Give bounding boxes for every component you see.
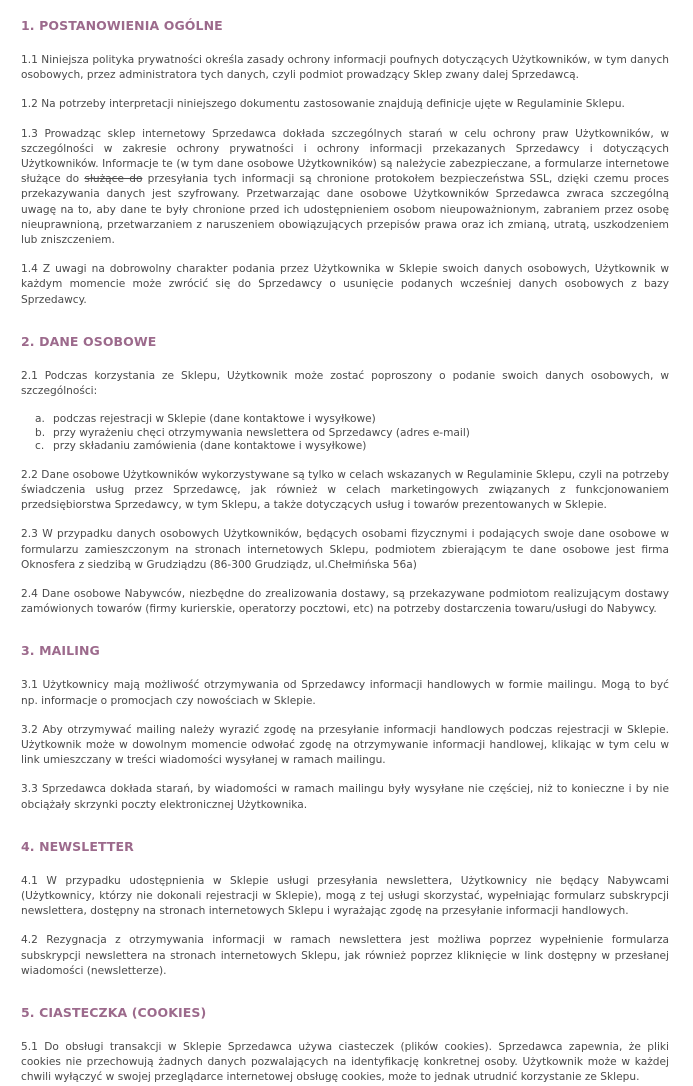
section-heading: 2. DANE OSOBOWE	[21, 333, 157, 349]
paragraph-2-1: 2.1 Podczas korzystania ze Sklepu, Użytkownik może zostać poproszony o podanie swoich danych osobowych, w szczególności:	[21, 369, 669, 398]
paragraph-1-2: 1.2 Na potrzeby interpretacji niniejszego dokumentu zastosowanie znajdują definicje ujęte w Regulaminie Sklepu.	[21, 98, 625, 111]
paragraph-4-1: 4.1 W przypadku udostępnienia w Sklepie usługi przesyłania newslettera, Użytkownicy nie będący Nabywcami (Użytkownicy, którzy nie dokonali rejestracji w Sklepie), mogą z tej usługi skorzystać, wypełniając formularz subskrypcji newslettera, dostępny na stronach internetowych Sklepu i wyrażając zgodę na przesyłanie informacji handlowych.	[21, 874, 669, 918]
section-heading: 3. MAILING	[21, 643, 100, 659]
list-item-text: podczas rejestracji w Sklepie (dane kontaktowe i wysyłkowe)	[53, 413, 376, 426]
data-collection-list	[35, 413, 669, 454]
section-heading: 5. CIASTECZKA (COOKIES)	[21, 1005, 207, 1021]
section-heading: 4. NEWSLETTER	[21, 838, 134, 854]
paragraph-2-2: 2.2 Dane osobowe Użytkowników wykorzystywane są tylko w celach wskazanych w Regulaminie Sklepu, czyli na potrzeby świadczenia usług przez Sprzedawcę, jak również w celach marketingowych związanych z funkcjonowaniem przedsiębiorstwa Sprzedawcy, w tym Sklepu, a także dotyczących usług i towarów prezentowanych w Sklepie.	[21, 468, 669, 512]
paragraph-2-3: 2.3 W przypadku danych osobowych Użytkowników, będących osobami fizycznymi i podających swoje dane osobowe w formularzu zamieszczonym na stronach internetowych Sklepu, podmiotem zbierającym te dane osobowe jest firma Oknosfera z siedzibą w Grudziądzu (86-300 Grudziądz, ul.Chełmińska 56a)	[21, 528, 669, 571]
section-heading: 1. POSTANOWIENIA OGÓLNE	[21, 18, 223, 33]
list-item	[35, 440, 669, 454]
paragraph-1-3	[21, 127, 669, 249]
paragraph-1-4: 1.4 Z uwagi na dobrowolny charakter podania przez Użytkownika w Sklepie swoich danych osobowych, Użytkownik w każdym momencie może zwrócić się do Sprzedawcy o usunięcie podanych wcześniej danych osobowych z bazy Sprzedawcy.	[21, 263, 669, 306]
list-item-text: przy składaniu zamówienia (dane kontaktowe i wysyłkowe)	[53, 440, 367, 453]
paragraph-2-4: 2.4 Dane osobowe Nabywców, niezbędne do zrealizowania dostawy, są przekazywane podmiotom realizującym dostawy zamówionych towarów (firmy kurierskie, operatorzy pocztowi, etc) na potrzeby dostarczenia towaru/usługi do Nabywcy.	[21, 587, 669, 616]
section-cookies	[21, 1005, 669, 1086]
list-marker: b.	[35, 426, 46, 439]
paragraph-3-1: 3.1 Użytkownicy mają możliwość otrzymywania od Sprzedawcy informacji handlowych w formie mailingu. Mogą to być np. informacje o promocjach czy nowościach w Sklepie.	[21, 679, 669, 707]
struck-text: służące do	[84, 173, 143, 186]
paragraph-5-1: 5.1 Do obsługi transakcji w Sklepie Sprzedawca używa ciasteczek (plików cookies). Sprzedawca zapewnia, że pliki cookies nie przechowują żadnych danych pozwalających na identyfikację konkretnej osoby. Użytkownik może w każdej chwili wyłączyć w swojej przeglądarce internetowej obsługę cookies, może to jednak utrudnić korzystanie ze Sklepu.	[21, 1041, 669, 1084]
paragraph-4-2: 4.2 Rezygnacja z otrzymywania informacji w ramach newslettera jest możliwa poprzez wypełnienie formularza subskrypcji newslettera na stronach internetowych Sklepu, jak również poprzez kliknięcie w link dostępny w przesłanej wiadomości (newsletterze).	[21, 934, 669, 977]
section-personal-data	[21, 334, 669, 618]
section-mailing	[21, 643, 669, 812]
list-marker: c.	[35, 440, 45, 453]
paragraph-3-3: 3.3 Sprzedawca dokłada starań, by wiadomości w ramach mailingu były wysyłane nie częściej, niż to konieczne i by nie obciążały skrzynki poczty elektronicznej Użytkownika.	[21, 783, 669, 811]
list-item	[35, 413, 669, 427]
list-item	[35, 427, 669, 441]
list-item-text: przy wyrażeniu chęci otrzymywania newslettera od Sprzedawcy (adres e-mail)	[53, 426, 470, 439]
paragraph-3-2: 3.2 Aby otrzymywać mailing należy wyrazić zgodę na przesyłanie informacji handlowych podczas rejestracji w Sklepie. Użytkownik może w dowolnym momencie odwołać zgodę na otrzymywanie informacji handlowej, klikając w tym celu w link umieszczany w treści wiadomości wysyłanej w ramach mailingu.	[21, 723, 669, 767]
paragraph-1-3-before: 1.3 Prowadząc sklep internetowy Sprzedawca dokłada szczególnych starań w celu ochrony praw Użytkowników, w szczególności w zakresie ochrony prywatności i ochrony informacji przekazanych Sprzedawcy i dotyczących Użytkowników. Informacje te (w tym dane osobowe Użytkowników) są należycie zabezpieczane, a formularze internetowe służące do	[21, 127, 669, 186]
section-general	[21, 18, 669, 308]
paragraph-1-3-after: przesyłania tych informacji są chronione protokołem bezpieczeństwa SSL, dzięki czemu proces przekazywania danych jest szyfrowany. Przetwarzając dane osobowe Użytkowników Sprzedawca zwraca szczególną uwagę na to, aby dane te były chronione przed ich udostępnieniem osobom nieupoważnionym, zabraniem przez osobę nieuprawnioną, przetwarzaniem z naruszeniem obowiązujących przepisów prawa oraz ich zmianą, utratą, uszkodzeniem lub zniszczeniem.	[21, 173, 669, 247]
paragraph-1-1: 1.1 Niniejsza polityka prywatności określa zasady ochrony informacji poufnych dotyczących Użytkowników, w tym danych osobowych, przez administratora tych danych, czyli podmiot prowadzący Sklep zwany dalej Sprzedawcą.	[21, 54, 669, 82]
list-marker: a.	[35, 413, 45, 426]
section-newsletter	[21, 839, 669, 979]
